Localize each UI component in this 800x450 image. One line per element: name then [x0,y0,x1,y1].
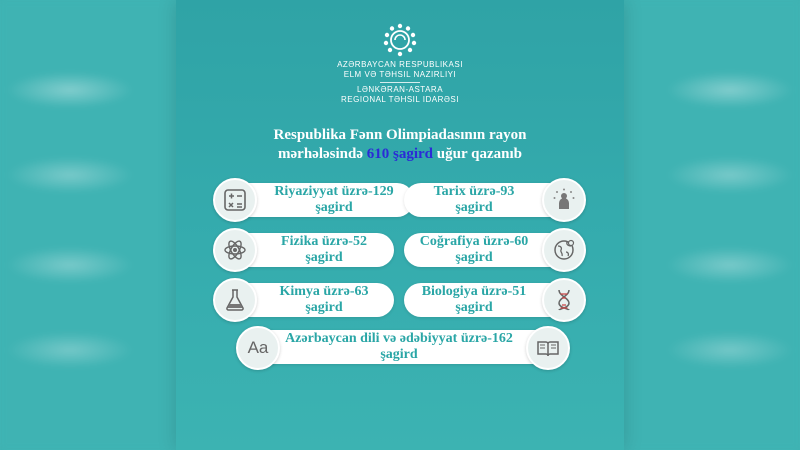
subject-unit: şagird [455,250,493,265]
subject-text [406,183,542,217]
subject-unit: şagird [305,250,343,265]
subject-count: Tarix üzrə-93 [433,184,515,199]
open-book-icon [526,326,570,370]
history-person-icon [542,178,586,222]
subject-unit: şagird [305,300,343,315]
ministry-name-line1: AZƏRBAYCAN RESPUBLIKASI [337,60,463,69]
headline-line2 [176,145,624,164]
language-aa-text: Aa [247,338,269,357]
header-divider [380,82,420,83]
calculator-icon [213,178,257,222]
subject-count: Fizika üzrə-52 [281,234,367,249]
subject-unit: şagird [455,200,493,215]
subject-count: Coğrafiya üzrə-60 [419,234,529,249]
language-aa-icon [236,326,280,370]
subject-unit: şagird [315,200,353,215]
atom-icon [213,228,257,272]
dna-icon [542,278,586,322]
headline [176,126,624,164]
headline-line1: Respublika Fənn Olimpiadasının rayon [273,127,527,143]
subject-unit: şagird [455,300,493,315]
subject-count: Kimya üzrə-63 [279,284,369,299]
ministry-name-line2: ELM VƏ TƏHSIL NAZIRLIYI [343,70,457,79]
subject-text [256,283,392,317]
subject-text [276,330,522,364]
flask-icon [213,278,257,322]
subject-text [406,233,542,267]
subject-card-azerbaycan-dili [240,330,558,364]
headline-prefix: mərhələsində [278,146,367,162]
subject-unit: şagird [380,347,418,362]
subject-count: Riyaziyyat üzrə-129 [274,184,394,199]
subject-count: Azərbaycan dili və ədəbiyyat üzrə-162 [285,331,513,346]
subject-text [406,283,542,317]
announcement-panel [176,0,624,450]
subject-count: Biologiya üzrə-51 [421,284,527,299]
globe-icon [542,228,586,272]
regional-office-line2: REGIONAL TƏHSIL IDARƏSI [341,95,459,104]
subject-text [256,233,392,267]
subject-text [256,183,412,217]
headline-highlight: 610 şagird [366,146,434,162]
headline-suffix: uğur qazanıb [433,146,522,162]
regional-office-line1: LƏNKƏRAN-ASTARA [356,85,444,94]
ministry-logo-icon [382,22,418,58]
